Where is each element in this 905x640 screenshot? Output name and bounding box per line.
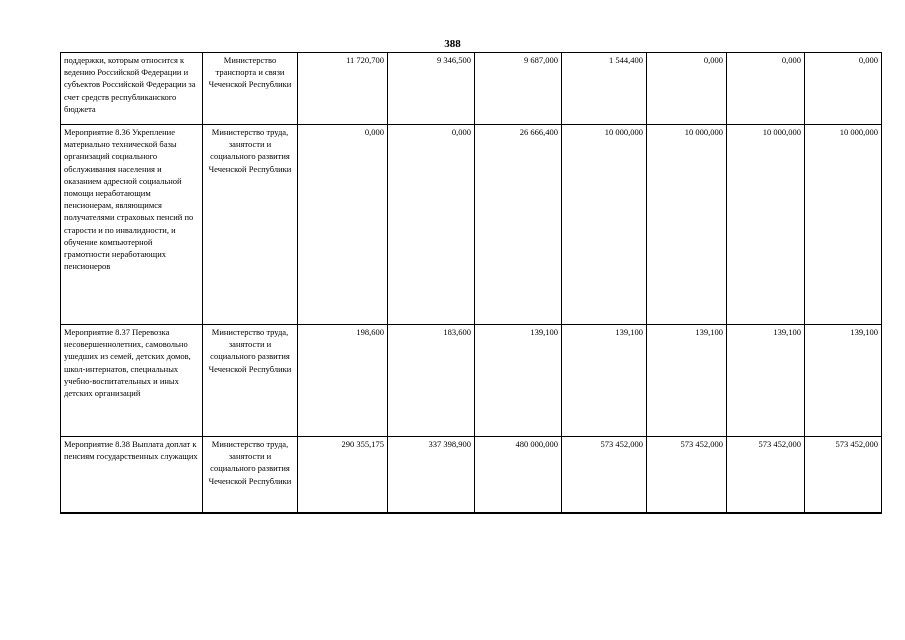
- amount-cell: 139,100: [805, 325, 882, 437]
- table-row: [61, 325, 882, 437]
- amount-cell: 573 452,000: [805, 437, 882, 513]
- amount-cell: 26 666,400: [475, 125, 562, 325]
- amount-cell: 10 000,000: [727, 125, 805, 325]
- activity-description: Мероприятие 8.36 Укрепление материально технической базы организаций социального обслуживания населения и оказанием адресной социальной помощи неработающим пенсионерам, являющимся получателями страховых пенсий по старости и по инвалидности, и обучение компьютерной грамотности неработающих пенсионеров: [61, 125, 203, 325]
- amount-cell: 139,100: [647, 325, 727, 437]
- responsible-ministry: Министерство труда, занятости и социального развития Чеченской Республики: [203, 125, 298, 325]
- responsible-ministry: Министерство труда, занятости и социального развития Чеченской Республики: [203, 437, 298, 513]
- amount-cell: 139,100: [475, 325, 562, 437]
- page-number: 388: [444, 38, 461, 50]
- activity-description: поддержки, которым относится к ведению Российской Федерации и субъектов Российской Федерации за счет средств республиканского бюджета: [61, 53, 203, 125]
- amount-cell: 9 346,500: [388, 53, 475, 125]
- amount-cell: 290 355,175: [298, 437, 388, 513]
- amount-cell: 337 398,900: [388, 437, 475, 513]
- amount-cell: 0,000: [388, 125, 475, 325]
- amount-cell: 9 687,000: [475, 53, 562, 125]
- amount-cell: 198,600: [298, 325, 388, 437]
- responsible-ministry: Министерство транспорта и связи Чеченской Республики: [203, 53, 298, 125]
- amount-cell: 1 544,400: [562, 53, 647, 125]
- amount-cell: 183,600: [388, 325, 475, 437]
- amount-cell: 10 000,000: [562, 125, 647, 325]
- amount-cell: 10 000,000: [805, 125, 882, 325]
- amount-cell: 0,000: [805, 53, 882, 125]
- table-row: [61, 437, 882, 513]
- amount-cell: 0,000: [298, 125, 388, 325]
- table-row: [61, 53, 882, 125]
- activity-description: Мероприятие 8.38 Выплата доплат к пенсиям государственных служащих: [61, 437, 203, 513]
- activity-description: Мероприятие 8.37 Перевозка несовершеннолетних, самовольно ушедших из семей, детских домов, школ-интернатов, специальных учебно-воспитательных и иных детских организаций: [61, 325, 203, 437]
- responsible-ministry: Министерство труда, занятости и социального развития Чеченской Республики: [203, 325, 298, 437]
- budget-table: [60, 52, 882, 514]
- amount-cell: 480 000,000: [475, 437, 562, 513]
- amount-cell: 573 452,000: [562, 437, 647, 513]
- amount-cell: 573 452,000: [647, 437, 727, 513]
- amount-cell: 11 720,700: [298, 53, 388, 125]
- amount-cell: 0,000: [647, 53, 727, 125]
- budget-table-body: [61, 53, 882, 513]
- table-row: [61, 125, 882, 325]
- amount-cell: 0,000: [727, 53, 805, 125]
- amount-cell: 573 452,000: [727, 437, 805, 513]
- amount-cell: 139,100: [562, 325, 647, 437]
- amount-cell: 10 000,000: [647, 125, 727, 325]
- amount-cell: 139,100: [727, 325, 805, 437]
